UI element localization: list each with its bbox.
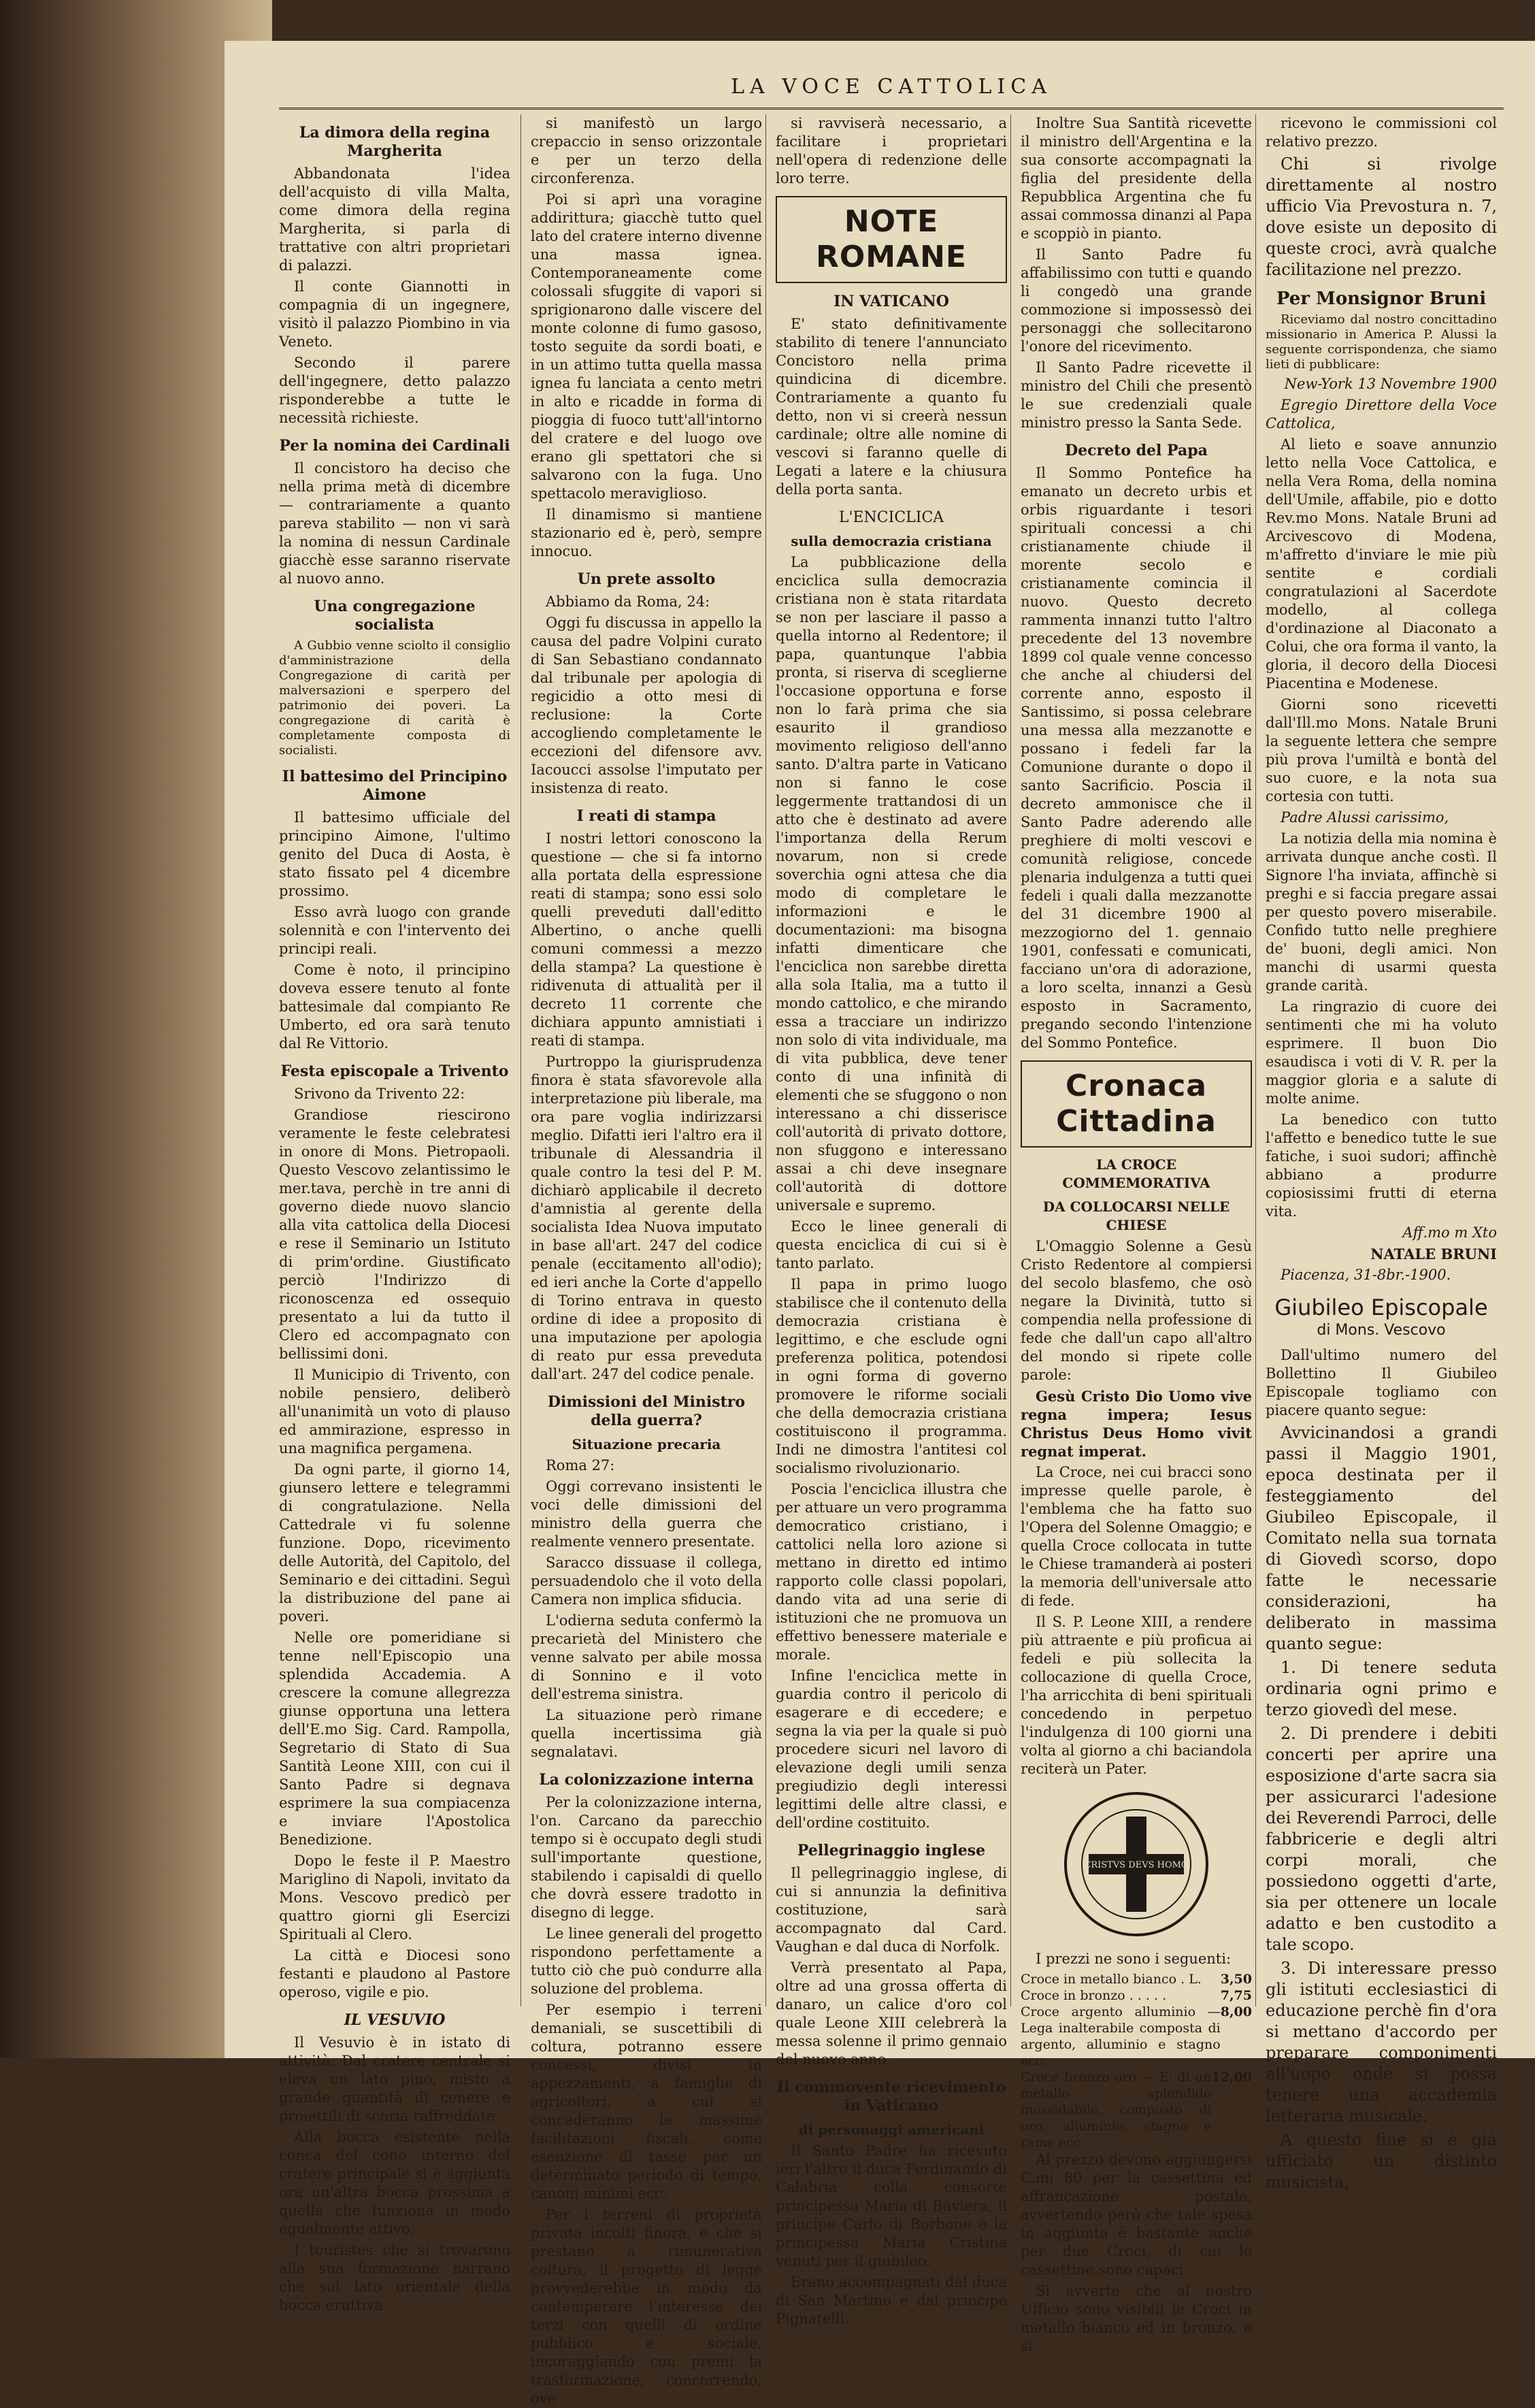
paragraph: La Croce, nei cui bracci sono impresse quelle parole, è l'emblema che ha fatto suo l'Opera del Solenne Omaggio; e quella Croce collocata in tutte le Chiese tramanderà ai posteri la memoria dell'universale atto di fede. bbox=[1021, 1464, 1252, 1609]
paragraph: Si avverte che al nostro Ufficio sono visibili le Croci in metallo bianco ed in bronzo, e si bbox=[1021, 2283, 1252, 2354]
paragraph: Il dinamismo si mantiene stazionario ed è, però, sempre innocuo. bbox=[531, 506, 762, 559]
paragraph: Il Sommo Pontefice ha emanato un decreto urbis et orbis riguardante i tesori spirituali concessi a chi cristianamente chiude il morente secolo e cristianamente comincia il nuovo. Questo decreto rammenta innanzi tutto l'altro precedente del 13 novembre 1899 col quale venne concesso che anche al chiudersi del corrente anno, esposto il Santissimo, si possa celebrare una messa alla mezzanotte e possano i fedeli far la Comunione durante o dopo il santo Sacrificio. Poscia il decreto ammonisce che il Santo Padre aderendo alle preghiere di molti vescovi e comunità religiose, concede plenaria indulgenza a tutti quei fedeli i quali dalla mezzanotte del 31 dicembre 1900 al mezzogiorno del 1. gennaio 1901, confessati e comunicati, facciano un'ora di adorazione, a loro scelta, innanzi a Gesù esposto in Sacramento, pregando secondo l'intenzione del Sommo Pontefice. bbox=[1021, 465, 1252, 1051]
price-list bbox=[1021, 1971, 1252, 2151]
headline: Il battesimo del Principino Aimone bbox=[282, 768, 508, 804]
paragraph: Il Santo Padre ha ricevuto ieri l'altro il duca Ferdinando di Calabria colla consorte principessa Maria di Baviera, il principe Carlo di Borbone e la principessa Maria Cristina venuti per il giubileo. bbox=[776, 2143, 1007, 2269]
price-row bbox=[1021, 1987, 1252, 2004]
headline: La colonizzazione interna bbox=[539, 1771, 754, 1789]
paragraph: Dall'ultimo numero del Bollettino Il Giubileo Episcopale togliamo con piacere quanto segue: bbox=[1266, 1347, 1497, 1418]
section-banner-box bbox=[1021, 1060, 1252, 1148]
motto: Gesù Cristo Dio Uomo vive regna impera; Iesus Christus Deus Homo vivit regnat imperat. bbox=[1021, 1388, 1252, 1460]
paragraph: Poi si aprì una voragine addirittura; giacchè tutto quel lato del cratere interno divenne una massa ignea. Contemporaneamente come colossali sfuggite di vapori si sprigionarono dalle viscere del monte colonne di fumo gasoso, tosto seguite da sordi boati, e in un attimo tutta quella massa ignea fu lanciata a cento metri in alto e ricadde in forma di pioggia di fuoco tutt'all'intorno del cratere e del luogo ove erano gli spettatori che si salvarono con la fuga. Uno spettacolo meraviglioso. bbox=[531, 191, 762, 502]
headline: Dimissioni del Ministro della guerra? bbox=[547, 1393, 746, 1429]
paragraph: A Gubbio venne sciolto il consiglio d'amministrazione della Congregazione di carità per malversazioni e sperpero del patrimonio dei poveri. La congregazione di carità è completamente composta di socialisti. bbox=[279, 638, 510, 758]
paragraph: Esso avrà luogo con grande solennità e con l'intervento dei principi reali. bbox=[279, 904, 510, 957]
price-value: 7,75 bbox=[1220, 1988, 1252, 2003]
paragraph: Il papa in primo luogo stabilisce che il contenuto della democrazia cristiana è legittimo, e che esclude ogni preferenza politica, potendosi in ogni forma di governo promovere le riforme sociali che della democrazia cristiana costituiscono il programma. Indi ne dimostra l'antitesi col socialismo rivoluzionario. bbox=[776, 1276, 1007, 1476]
section-banner-box bbox=[776, 196, 1007, 283]
column-rule bbox=[765, 114, 766, 2006]
headline: Pellegrinaggio inglese bbox=[797, 1842, 986, 1859]
newspaper-page bbox=[225, 41, 1535, 2407]
paragraph: La ringrazio di cuore dei sentimenti che mi ha voluto esprimere. Il buon Dio esaudisca i voti di V. R. per la maggior gloria e a salute di molte anime. bbox=[1266, 998, 1497, 1107]
paragraph: I prezzi ne sono i seguenti: bbox=[1036, 1951, 1232, 1967]
paragraph: Abbandonata l'idea dell'acquisto di villa Malta, come dimora della regina Margherita, si parla di trattative con altri proprietari di palazzi. bbox=[279, 165, 510, 274]
paragraph: Nelle ore pomeridiane si tenne nell'Episcopio una splendida Accademia. A crescere la comune allegrezza giunse opportuna una lettera dell'E.mo Sig. Card. Rampolla, Segretario di Stato di Sua Santità Leone XIII, con cui il Santo Padre si degnava esprimere la sua compiacenza e inviare l'Apostolica Benedizione. bbox=[279, 1629, 510, 1848]
signature-date: Piacenza, 31-8br.-1900. bbox=[1281, 1267, 1451, 1283]
signature: NATALE BRUNI bbox=[1370, 1246, 1497, 1263]
paragraph: Srivono da Trivento 22: bbox=[294, 1086, 465, 1102]
paragraph: L'Omaggio Solenne a Gesù Cristo Redentore al compiersi del secolo blasfemo, che osò negare la Divinità, tutto si compendia nella professione di fede che dall'un capo all'altro del mondo si ripete colle parole: bbox=[1021, 1238, 1252, 1383]
headline: La dimora della regina Margherita bbox=[299, 124, 491, 160]
headline: I reati di stampa bbox=[576, 807, 716, 825]
headline: IN VATICANO bbox=[833, 293, 949, 310]
price-value: 8,00 bbox=[1220, 2004, 1252, 2019]
paragraph: E' stato definitivamente stabilito di tenere l'annunciato Concistoro nella prima quindicina di dicembre. Contrariamente a quanto fu detto, non vi si creerà nessun cardinale; oltre alle nomine di vescovi si faranno quelle di Legati a latere e la chiusura della porta santa. bbox=[776, 316, 1007, 498]
paragraph: Le linee generali del progetto rispondono perfettamente a tutto ciò che può condurre alla soluzione del problema. bbox=[531, 1925, 762, 1997]
headline: Decreto del Papa bbox=[1065, 442, 1208, 459]
headline: Un prete assolto bbox=[577, 570, 716, 588]
paragraph: I touristes che si trovarono alla sua formazione narrano che sul lato orientale della bocca eruttiva bbox=[279, 2242, 510, 2313]
price-item: Croce bronzo oro — E' di un metallo splendido inossidabile, composto di oro, alluminio, stagno e rame ecc. bbox=[1021, 2070, 1212, 2150]
column-4 bbox=[1021, 114, 1252, 2354]
columns bbox=[279, 114, 1504, 2407]
salutation: Egregio Direttore della Voce Cattolica, bbox=[1266, 397, 1497, 432]
paragraph: Chi si rivolge direttamente al nostro ufficio Via Prevostura n. 7, dove esiste un deposito di queste croci, avrà qualche facilitazione nel prezzo. bbox=[1266, 154, 1497, 279]
paragraph: Il S. P. Leone XIII, a rendere più attraente e più proficua ai fedeli e più sollecita la collocazione di quella Croce, l'ha arricchita di beni spirituali concedendo in perpetuo l'indulgenza di 100 giorni una volta al giorno a chi baciandola reciterà un Pater. bbox=[1021, 1614, 1252, 1777]
paragraph: Oggi fu discussa in appello la causa del padre Volpini curato di San Sebastiano condannato dal tribunale per apologia di regicidio a otto mesi di reclusione: la Corte accogliendo completamente le eccezioni del difensore avv. Iacoucci assolse l'imputato per insistenza di reato. bbox=[531, 615, 762, 796]
seal-text: CRISTVS DEVS HOMO bbox=[1084, 1860, 1189, 1870]
paragraph: Al lieto e soave annunzio letto nella Voce Cattolica, e nella Vera Roma, della nomina dell'Umile, affabile, pio e dotto Rev.mo Mons. Natale Bruni ad Arcivescovo di Modena, m'affretto d'inviare le mie più sentite e cordiali congratulazioni al Sacerdote modello, al collega d'ordinazione al Diaconato a Colui, che ora forma il vanto, la gloria, il decoro della Diocesi Piacentina e Modenese. bbox=[1266, 436, 1497, 692]
paragraph: Roma 27: bbox=[546, 1457, 615, 1474]
paragraph: Per la colonizzazione interna, l'on. Carcano da parecchio tempo si è occupato degli studi sull'importante questione, stabilendo i capisaldi di quello che dovrà essere tradotto in disegno di legge. bbox=[531, 1794, 762, 1921]
paragraph: Come è noto, il principino doveva essere tenuto al fonte battesimale dal compianto Re Umberto, ed ora sarà tenuto dal Re Vittorio. bbox=[279, 962, 510, 1052]
paragraph: Avvicinandosi a grandi passi il Maggio 1901, epoca destinata per il festeggiamento del Giubileo Episcopale, il Comitato nella sua tornata di Giovedì scorso, dopo fatte le necessarie considerazioni, ha deliberato in massima quanto segue: bbox=[1266, 1423, 1497, 1653]
paragraph: Dopo le feste il P. Maestro Mariglino di Napoli, invitato da Mons. Vescovo predicò per quattro giorni gli Esercizi Spirituali al Clero. bbox=[279, 1853, 510, 1942]
column-1 bbox=[279, 114, 510, 2313]
paragraph: Giorni sono ricevetti dall'Ill.mo Mons. Natale Bruni la seguente lettera che sempre più prova l'umiltà e bontà del suo cuore, e la nota sua cortesia con tutti. bbox=[1266, 696, 1497, 804]
paragraph: Secondo il parere dell'ingegnere, detto palazzo risponderebbe a tutte le necessità richieste. bbox=[279, 355, 510, 426]
paragraph: Al prezzo devono aggiungersi C.mi 80 per la cassettina ed affrancazione postale, avvertendo però che tale spesa in aggiunta è bastante anche per due Croci, di cui le cassettine sono capaci. bbox=[1021, 2151, 1252, 2278]
paragraph: Il Vesuvio è in istato di attività. Dal cratere centrale si eleva un lato pino, misto a grande quantità di cenere e proiettili di scoria raffreddate. bbox=[279, 2034, 510, 2124]
paragraph: ricevono le commissioni col relativo prezzo. bbox=[1266, 115, 1497, 150]
price-item: Croce argento alluminio — Lega inalterabile composta di argento, alluminio e stagno ecc. bbox=[1021, 2004, 1221, 2068]
paragraph: 1. Di tenere seduta ordinaria ogni primo e terzo giovedì del mese. bbox=[1266, 1658, 1497, 1719]
headline: LA CROCE COMMEMORATIVA bbox=[1062, 1156, 1210, 1191]
paragraph: Il Municipio di Trivento, con nobile pensiero, deliberò all'unanimità un voto di plauso ed ammirazione, espresso in una magnifica pergamena. bbox=[279, 1367, 510, 1457]
paragraph: L'odierna seduta confermò la precarietà del Ministero che venne salvato per abile mossa di Sonnino e il voto dell'estrema sinistra. bbox=[531, 1612, 762, 1702]
paragraph: Per esempio i terreni demaniali, se suscettibili di coltura, potranno essere concessi, divisi in appezzamenti, a famiglie di agricoltori, a cui si concederanno le massime facilitazioni fiscali, come esenzione di tasse per un determinato periodo di tempo, canoni minimi ecc. bbox=[531, 2002, 762, 2202]
signoff: Aff.mo m Xto bbox=[1402, 1224, 1497, 1241]
paragraph: 3. Di interessare presso gli istituti ecclesiastici di educazione perchè fin d'ora si mettano d'accordo per preparare componimenti all'uopo onde si possa tenere una accademia letteraria musicale. bbox=[1266, 1959, 1497, 2126]
price-value: 12,00 bbox=[1211, 2070, 1252, 2085]
paragraph: La benedico con tutto l'affetto e benedico tutte le sue fatiche, i suoi sudori; affinchè abbiano a produrre copiosissimi frutti di eterna vita. bbox=[1266, 1111, 1497, 1220]
newspaper-title: LA VOCE CATTOLICA bbox=[731, 75, 1052, 99]
price-item: Croce in bronzo . . . . . bbox=[1021, 1988, 1167, 2003]
price-item: Croce in metallo bianco . L. bbox=[1021, 1972, 1202, 1987]
paragraph: La città e Diocesi sono festanti e plaudono al Pastore operoso, vigile e pio. bbox=[279, 1947, 510, 2000]
paragraph: Il pellegrinaggio inglese, di cui si annunzia la definitiva costituzione, sarà accompagnato dal Card. Vaughan e dal duca di Norfolk. bbox=[776, 1865, 1007, 1955]
headline: Una congregazione socialista bbox=[314, 598, 476, 634]
column-rule bbox=[1010, 114, 1011, 2006]
paragraph: Da ogni parte, il giorno 14, giunsero lettere e telegrammi di congratulazione. Nella Cattedrale vi fu solenne funzione. Dopo, ricevimento delle Autorità, del Capitolo, del Seminario e dei cittadini. Seguì la distribuzione del pane ai poveri. bbox=[279, 1461, 510, 1625]
paragraph: Grandiose riescirono veramente le feste celebratesi in onore di Mons. Pietropaoli. Questo Vescovo zelantissimo le mer.tava, perchè in tre anni di governo diede nuovo slancio alla vita cattolica della Diocesi e rese il Seminario un Istituto di prim'ordine. Giustificato perciò l'Indirizzo di riconoscenza ed ossequio presentato a lui da tutto il Clero ed accompagnato con bellissimi doni. bbox=[279, 1107, 510, 1362]
paragraph: Padre Alussi carissimo, bbox=[1281, 809, 1449, 826]
paragraph: Il conte Giannotti in compagnia di un ingegnere, visitò il palazzo Piombino in via Veneto. bbox=[279, 278, 510, 350]
paragraph: Per i terreni di proprietà privata incolti finora, e che si prestano a rimunerativa coltura, il progetto di legge provvederebbe in modo da contemperare l'interesse dei terzi con quelli di ordine pubblico e sociale, incoraggiando con premi la trasformazione, concorrendo, ove bbox=[531, 2207, 762, 2407]
paragraph: Il Santo Padre ricevette il ministro del Chili che presentò le sue credenziali quale ministro presso la Santa Sede. bbox=[1021, 359, 1252, 431]
price-row bbox=[1021, 1971, 1252, 1987]
subheadline: di personaggi americani bbox=[798, 2121, 985, 2138]
paragraph: A questo fine si è già ufficiato un distinto musicista, bbox=[1266, 2130, 1497, 2192]
subheadline: DA COLLOCARSI NELLE CHIESE bbox=[1042, 1199, 1230, 1233]
paragraph: Abbiamo da Roma, 24: bbox=[546, 593, 710, 610]
price-row bbox=[1021, 2069, 1252, 2151]
column-3 bbox=[776, 114, 1007, 2327]
headline: IL VESUVIO bbox=[344, 2011, 446, 2029]
paragraph: Oggi correvano insistenti le voci delle dimissioni del ministro della guerra che realmente vennero presentate. bbox=[531, 1478, 762, 1550]
headline: L'ENCICLICA bbox=[838, 509, 944, 526]
paragraph: La pubblicazione della enciclica sulla democrazia cristiana non è stata ritardata se non per lasciare il passo a quella intorno al Redentore; il papa, quantunque l'abbia pronta, si riserva di sceglierne l'occasione opportuna e forse non lo farà prima che sia esaurito il grandioso movimento religioso dell'anno santo. D'altra parte in Vaticano non si fanno le cose leggermente trattandosi di un atto che è destinato ad avere l'importanza della Rerum novarum, non si crede soverchia ogni attesa che dia modo di completare le informazioni e le documentazioni: ma bisogna infatti dimenticare che l'enciclica non sarebbe diretta alla sola Italia, ma a tutto il mondo cattolico, e che mirando essa a tracciare un indirizzo non solo di vita individuale, ma di vita pubblica, deve tener conto di una infinità di elementi che se sfuggono o non interessano a chi disserisce coll'autorità di privato dottore, non sfuggono e interessano assai a chi deve insegnare coll'autorità di dottore universale e supremo. bbox=[776, 554, 1007, 1214]
paragraph: Infine l'enciclica mette in guardia contro il pericolo di esagerare e di eccedere; e segna la via per la quale si può procedere sicuri nel lavoro di elevazione degli umili senza pregiudizio degli interessi legittimi delle altre classi, e dell'ordine costituito. bbox=[776, 1667, 1007, 1831]
headline: Per Monsignor Bruni bbox=[1276, 289, 1487, 309]
paragraph: Ecco le linee generali di questa enciclica di cui si è tanto parlato. bbox=[776, 1218, 1007, 1271]
paragraph: Riceviamo dal nostro concittadino missionario in America P. Alussi la seguente corrispondenza, che siamo lieti di pubblicare: bbox=[1266, 312, 1497, 372]
paragraph: Erano accompagnati dal duca di San Martino e dal principe Pignatelli. bbox=[776, 2274, 1007, 2327]
section-banner: NOTE ROMANE bbox=[815, 204, 967, 274]
dateline: New-York 13 Novembre 1900 bbox=[1284, 376, 1497, 392]
paragraph: 2. Di prendere i debiti concerti per aprire una esposizione d'arte sacra sia per assicurarci l'adesione dei Reverendi Parroci, delle fabbricerie e degli altri corpi morali, che possiedono oggetti d'arte, sia per ottenere un locale adatto e ben custodito a tale scopo. bbox=[1266, 1724, 1497, 1954]
column-2 bbox=[531, 114, 762, 2407]
section-banner: Cronaca Cittadina bbox=[1056, 1069, 1217, 1139]
headline: Festa episcopale a Trivento bbox=[280, 1062, 509, 1080]
headline: Il commovente ricevimento in Vaticano bbox=[776, 2079, 1006, 2115]
paragraph: Inoltre Sua Santità ricevette il ministro dell'Argentina e la sua consorte accompagnati la figlia del presidente della Repubblica Argentina che fu assai commossa dinanzi al Papa e scoppiò in pianto. bbox=[1021, 115, 1252, 242]
paragraph: Verrà presentato al Papa, oltre ad una grossa offerta di danaro, un calice d'oro col quale Leone XIII celebrerà la messa solenne il primo gennaio del nuovo anno. bbox=[776, 1959, 1007, 2068]
price-value: 3,50 bbox=[1220, 1972, 1252, 1987]
masthead bbox=[279, 72, 1504, 110]
paragraph: La situazione però rimane quella incertissima già segnalatavi. bbox=[531, 1707, 762, 1760]
paragraph: Il battesimo ufficiale del principino Aimone, l'ultimo genito del Duca di Aosta, è stato fissato pel 4 dicembre prossimo. bbox=[279, 809, 510, 899]
paragraph: si manifestò un largo crepaccio in senso orizzontale e per un terzo della circonferenza. bbox=[531, 115, 762, 186]
cross-seal-icon bbox=[1061, 1789, 1211, 1939]
section-subtitle: di Mons. Vescovo bbox=[1317, 1322, 1446, 1339]
column-5 bbox=[1266, 114, 1497, 2192]
subheadline: Situazione precaria bbox=[572, 1436, 721, 1452]
paragraph: Purtroppo la giurisprudenza finora è stata sfavorevole alla interpretazione più liberale, ma ora pare voglia indirizzarsi meglio. Difatti ieri l'altro era il tribunale di Alessandria il quale contro la tesi del P. M. dichiarò applicabile il decreto d'amnistia al gerente della socialista Idea Nuova imputato in base all'art. 247 del codice penale (eccitamento all'odio); ed ieri anche la Corte d'appello di Torino entrava in questo ordine di idee a proposito di una imputazione per apologia di reato pur essa preveduta dall'art. 247 del codice penale. bbox=[531, 1054, 762, 1382]
section-banner: Giubileo Episcopale bbox=[1274, 1295, 1488, 1320]
paragraph: Poscia l'enciclica illustra che per attuare un vero programma democratico cristiano, i cattolici nella loro azione si mettano in diretto ed intimo rapporto colle classi popolari, dando vita ad una serie di istituzioni che ne promuova un effettivo benessere materiale e morale. bbox=[776, 1481, 1007, 1663]
column-rule bbox=[1255, 114, 1256, 2006]
paragraph: Il concistoro ha deciso che nella prima metà di dicembre — contrariamente a quanto pareva stabilito — non vi sarà la nomina di nessun Cardinale giacchè esse saranno riservate al nuovo anno. bbox=[279, 460, 510, 587]
paragraph: Il Santo Padre fu affabilissimo con tutti e quando li congedò una grande commozione si impossessò dei personaggi che sollecitarono l'onore del ricevimento. bbox=[1021, 246, 1252, 355]
price-row bbox=[1021, 2004, 1252, 2069]
paragraph: Saracco dissuase il collega, persuadendolo che il voto della Camera non implica sfiducia. bbox=[531, 1555, 762, 1608]
paragraph: si ravviserà necessario, a facilitare i proprietari nell'opera di redenzione delle loro terre. bbox=[776, 115, 1007, 186]
paragraph: Alla bocca esistente nella conca del cono interno del cratere principale si è aggiunta ora un'altra bocca prossima a quella che funziona in modo egualmente attivo. bbox=[279, 2129, 510, 2237]
headline: Per la nomina dei Cardinali bbox=[279, 437, 510, 455]
paragraph: La notizia della mia nomina è arrivata dunque anche costì. Il Signore l'ha inviata, affinchè si preghi e si faccia pregare assai per questo povero miserabile. Confido tutto nelle preghiere de' buoni, degli amici. Non manchi di usarmi questa grande carità. bbox=[1266, 830, 1497, 994]
subheadline: sulla democrazia cristiana bbox=[791, 533, 992, 549]
paragraph: I nostri lettori conoscono la questione — che si fa intorno alla portata della espressione reati di stampa; sono essi solo quelli preveduti dall'editto Albertino, o anche quelli comuni commessi a mezzo della stampa? La questione è ridivenuta di attualità per il decreto 11 corrente che dichiara appunto amnistiati i reati di stampa. bbox=[531, 830, 762, 1049]
